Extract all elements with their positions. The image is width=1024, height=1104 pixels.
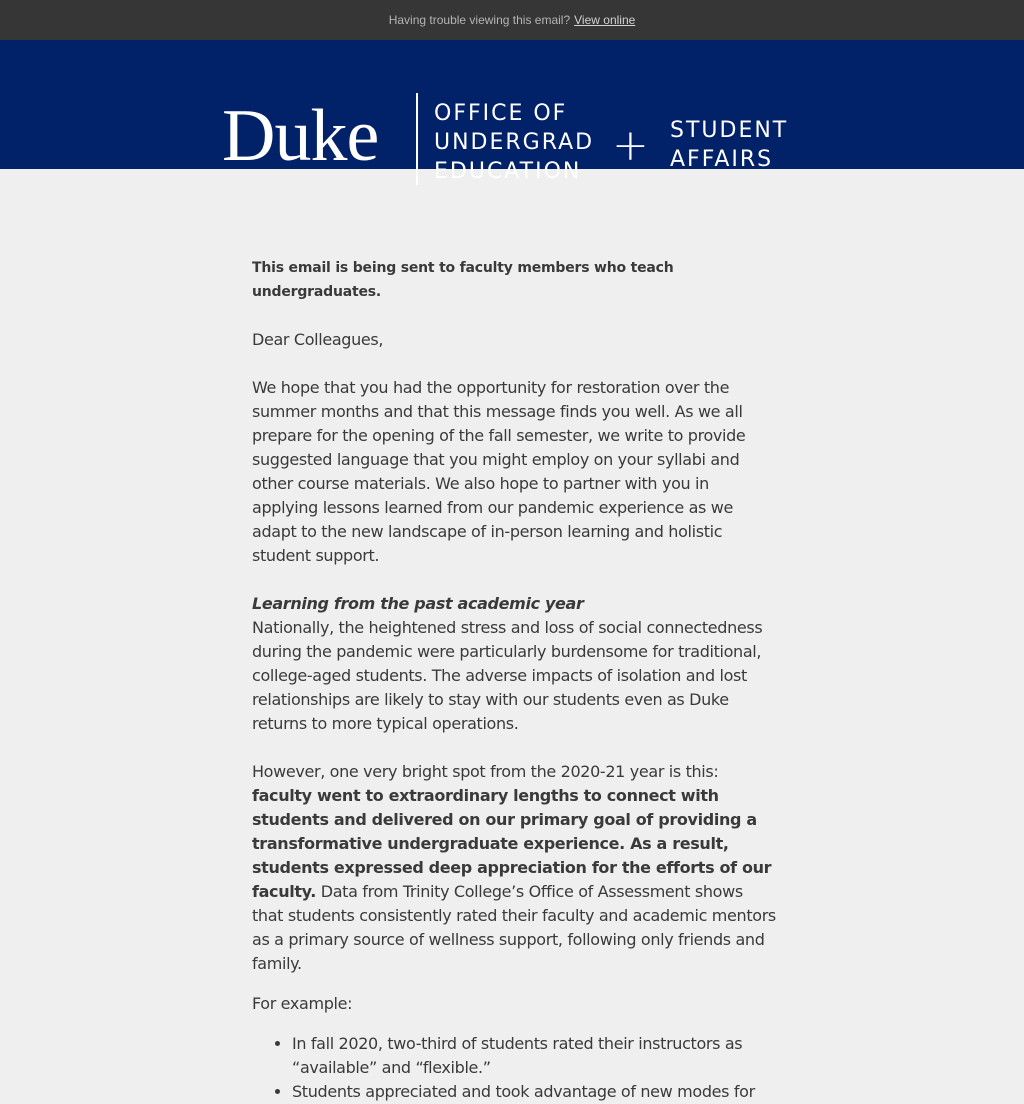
office-line-1: OFFICE OF [434,101,568,126]
office-line-3: EDUCATION [434,159,582,184]
bright-spot-paragraph [252,760,776,976]
list-item: • In fall 2020, two-third of students rated their instructors as “available” and “flexible.” [292,1032,776,1080]
preheader-bar [0,0,1024,40]
bright-spot-bold: faculty went to extraordinary lengths to connect with students and delivered on our primary goal of providing a transformative undergraduate experience. As a result, students expressed deep appreciation for the efforts of our faculty. [252,786,772,901]
section-paragraph: Nationally, the heightened stress and loss of social connectedness during the pandemic were particularly burdensome for traditional, college-aged students. The adverse impacts of isolation and lost relationships are likely to stay with our students even as Duke returns to more typical operations. [252,618,763,733]
student-affairs-logo [670,116,788,174]
affairs-line-1: STUDENT [670,118,789,143]
bright-spot-lead: However, one very bright spot from the 2020-21 year is this: [252,762,719,781]
section-heading: Learning from the past academic year [252,594,584,613]
greeting: Dear Colleagues, [252,330,384,349]
affairs-line-2: AFFAIRS [670,147,774,172]
office-undergrad-education-logo [434,99,594,186]
duke-logo-wordmark: Duke [222,95,379,177]
preheader-text: Having trouble viewing this email? [388,13,571,27]
example-lead: For example: [252,994,353,1013]
examples-list [252,1032,776,1104]
email-body [252,256,776,1104]
intro-paragraph: We hope that you had the opportunity for restoration over the summer months and that this message finds you well. As we all prepare for the opening of the fall semester, we write to provide suggested language that you might employ on your syllabi and other course materials. We also hope to partner with you in applying lessons learned from our pandemic experience as we adapt to the new landscape of in-person learning and holistic student support. [252,378,746,565]
audience-notice: This email is being sent to faculty members who teach undergraduates. [252,260,674,300]
office-line-2: UNDERGRAD [434,130,595,155]
list-item: • Students appreciated and took advantage of new modes for [292,1080,776,1104]
bright-spot-tail: Data from Trinity College’s Office of Assessment shows that students consistently rated their faculty and academic mentors as a primary source of wellness support, following only friends and family. [252,882,776,973]
view-online-link[interactable]: View online [574,13,636,27]
plus-icon: + [612,120,649,171]
logo-divider [416,93,418,185]
header-banner [0,40,1024,184]
